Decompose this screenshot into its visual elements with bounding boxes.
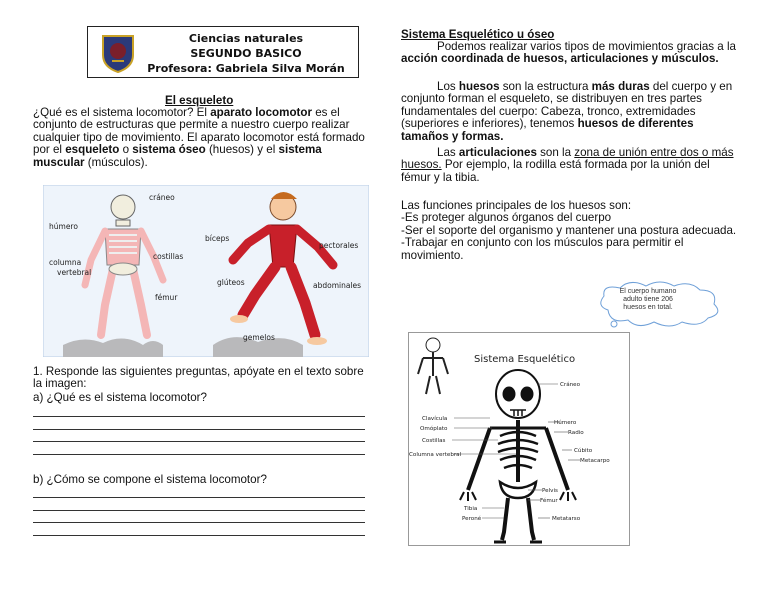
- functions-list: [401, 200, 741, 262]
- p2-text: del cuerpo y en conjunto forman el esqueleto, se distribuyen en tres partes fundamentales del cuerpo: Cabeza, tronco, extremidades (superiores e inferiores), tenemos: [401, 80, 733, 131]
- label-cubito: Cúbito: [574, 448, 593, 454]
- header-box: [87, 26, 359, 78]
- label-femur: fémur: [155, 293, 178, 302]
- functions-title: Las funciones principales de los huesos son:: [401, 199, 632, 212]
- school-crest-icon: [100, 33, 136, 73]
- p2-text: Los: [437, 80, 459, 93]
- answer-line[interactable]: [33, 429, 365, 430]
- label-metacarpo: Metacarpo: [580, 458, 610, 464]
- label-columna: Columna vertebral: [409, 452, 462, 458]
- p3-text: Por ejemplo, la rodilla está formada por la unión del fémur y la tibia.: [401, 158, 710, 184]
- answer-line[interactable]: [33, 535, 365, 536]
- p2-text: son la estructura: [499, 80, 592, 93]
- skeletal-system-diagram: [408, 332, 630, 546]
- question-b: b) ¿Cómo se compone el sistema locomotor?: [33, 473, 267, 486]
- p3-text: son la: [536, 146, 575, 159]
- header-teacher: Profesora: Gabriela Silva Morán: [147, 62, 345, 75]
- p3-underline: zona de unión entre dos o más huesos.: [401, 146, 734, 172]
- label-abdominales: abdominales: [313, 281, 362, 290]
- p1-text: Podemos realizar varios tipos de movimientos gracias a la: [437, 40, 736, 53]
- answer-line[interactable]: [33, 522, 365, 523]
- intro-text: es el conjunto de estructuras que permite a nuestro cuerpo realizar cualquier tipo de movimiento. El aparato locomotor está formado por el: [33, 106, 365, 157]
- intro-text: (músculos).: [84, 155, 148, 169]
- label-craneo: Cráneo: [560, 382, 581, 388]
- label-gemelos: gemelos: [243, 333, 275, 342]
- label-femur: Fémur: [540, 498, 558, 504]
- label-craneo: cráneo: [149, 193, 175, 202]
- label-costillas: Costillas: [422, 438, 446, 444]
- label-pectorales: pectorales: [319, 241, 359, 250]
- header-grade: SEGUNDO BASICO: [190, 47, 302, 60]
- label-biceps: bíceps: [205, 234, 230, 243]
- skeleton-muscles-figure: [43, 185, 369, 357]
- label-pelvis: Pelvis: [542, 488, 558, 494]
- label-humero: Húmero: [554, 420, 577, 426]
- answer-lines-b[interactable]: [33, 497, 365, 547]
- intro-bold: aparato locomotor: [210, 106, 312, 119]
- diagram-title: Sistema Esquelético: [474, 354, 576, 365]
- paragraph-joints: [401, 147, 741, 184]
- label-clavicula: Clavícula: [422, 416, 448, 422]
- label-gluteos: glúteos: [217, 278, 245, 287]
- label-perone: Peroné: [462, 516, 482, 522]
- header-subject: Ciencias naturales: [188, 32, 304, 45]
- cloud-fact: El cuerpo humano adulto tiene 206 huesos en total.: [619, 288, 677, 311]
- answer-line[interactable]: [33, 497, 365, 498]
- intro-bold: sistema óseo: [132, 143, 206, 157]
- paragraph-bones: [401, 81, 741, 143]
- question-a: a) ¿Qué es el sistema locomotor?: [33, 391, 207, 404]
- paragraph-movements: [401, 41, 741, 66]
- intro-text: ¿Qué es el sistema locomotor? El: [33, 106, 211, 119]
- intro-paragraph: [33, 107, 368, 169]
- answer-line[interactable]: [33, 454, 365, 455]
- p1-bold: acción coordinada de huesos, articulaciones y músculos.: [401, 52, 719, 66]
- intro-text: (huesos) y el: [205, 143, 279, 157]
- answer-lines-a[interactable]: [33, 416, 365, 466]
- p3-bold: articulaciones: [458, 146, 537, 159]
- label-metatarso: Metatarso: [552, 516, 581, 522]
- intro-bold: esqueleto: [65, 143, 120, 157]
- p2-bold: huesos de diferentes tamaños y formas.: [401, 117, 694, 143]
- answer-line[interactable]: [33, 510, 365, 511]
- label-humero: húmero: [49, 222, 78, 231]
- label-vertebral: vertebral: [57, 268, 92, 277]
- left-section-title: El esqueleto: [165, 94, 234, 107]
- intro-text: o: [119, 143, 133, 157]
- answer-line[interactable]: [33, 416, 365, 417]
- p3-text: Las: [437, 146, 459, 159]
- label-columna: columna: [49, 258, 82, 267]
- label-costillas: costillas: [153, 252, 184, 261]
- right-section-title: Sistema Esquelético u óseo: [401, 28, 555, 41]
- p2-bold: más duras: [591, 80, 650, 93]
- label-radio: Radio: [568, 430, 584, 436]
- label-tibia: Tibia: [464, 506, 478, 512]
- question-intro: 1. Responde las siguientes preguntas, apóyate en el texto sobre la imagen:: [33, 365, 364, 391]
- function-item: -Ser el soporte del organismo y mantener una postura adecuada.: [401, 223, 737, 237]
- intro-bold: sistema muscular: [33, 143, 322, 169]
- p2-bold: huesos: [458, 80, 500, 93]
- label-omoplato: Omóplato: [420, 426, 448, 432]
- answer-line[interactable]: [33, 441, 365, 442]
- function-item: -Es proteger algunos órganos del cuerpo: [401, 211, 612, 225]
- function-item: -Trabajar en conjunto con los músculos para permitir el movimiento.: [401, 236, 684, 262]
